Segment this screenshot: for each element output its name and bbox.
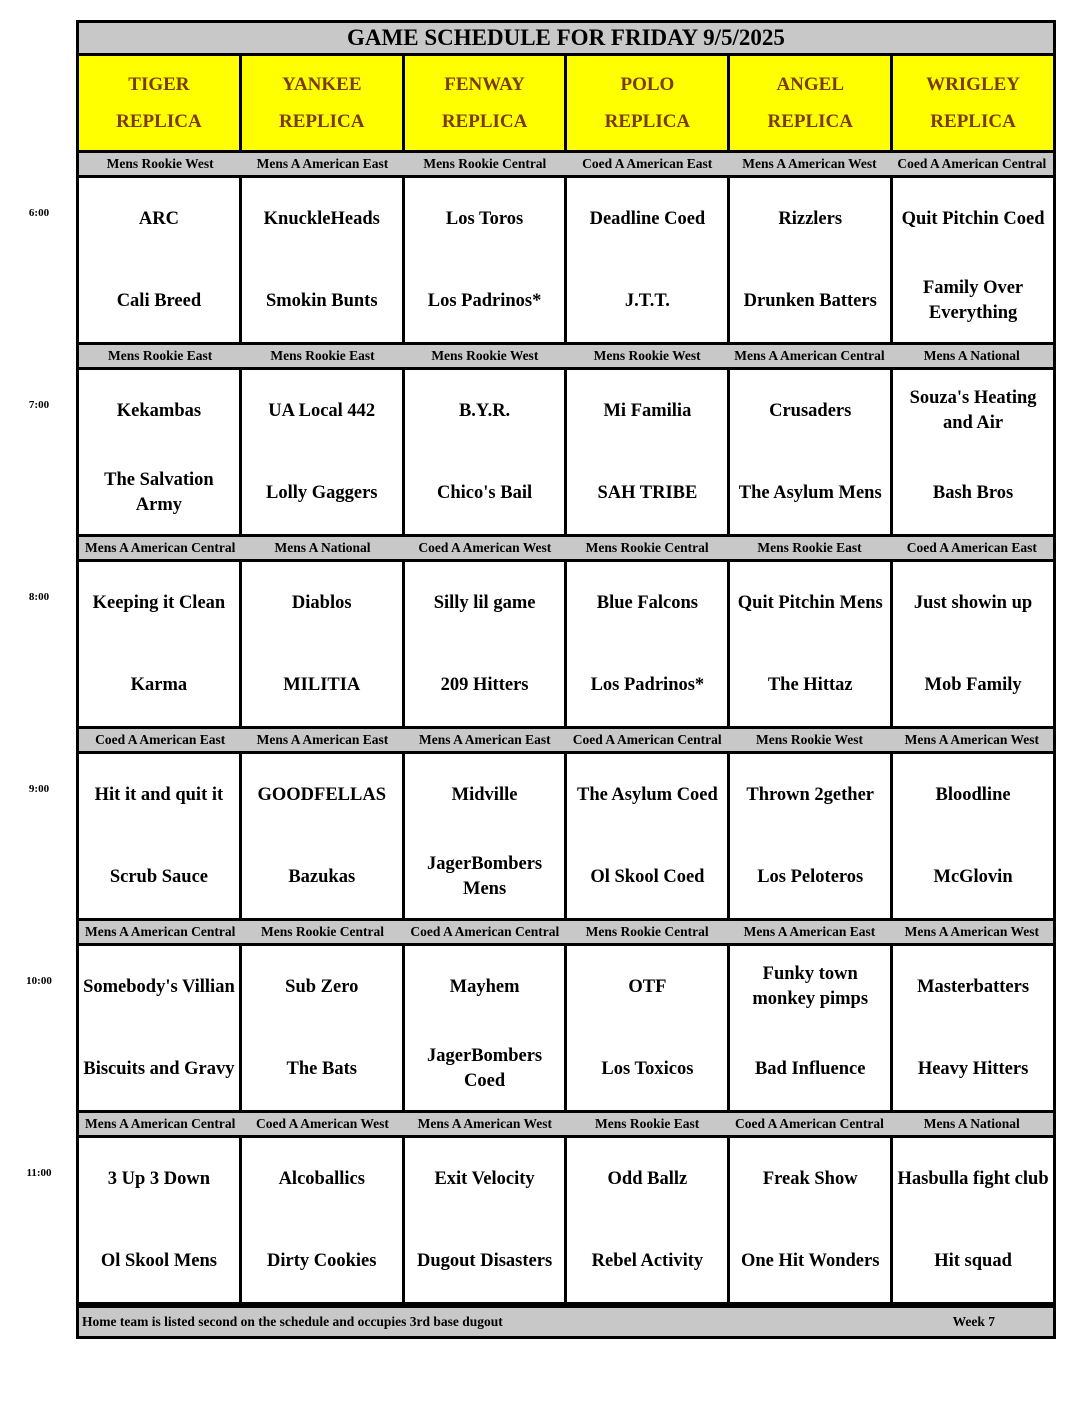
game-cell: [79, 562, 239, 726]
game-cell: [239, 946, 402, 1110]
division-label: Mens Rookie East: [270, 348, 375, 363]
schedule-sheet: [26, 20, 1056, 1339]
game-row: [76, 751, 1056, 921]
home-team: Smokin Bunts: [265, 290, 378, 311]
field-subtitle: REPLICA: [116, 111, 202, 132]
time-label: 6:00: [28, 207, 50, 219]
field-name: WRIGLEY: [926, 74, 1021, 95]
division-row: [76, 345, 1056, 367]
home-team: The Salvation Army: [104, 470, 214, 515]
field-header-yankee: [239, 56, 402, 150]
game-cell: [79, 370, 239, 534]
field-header-wrigley: [890, 56, 1053, 150]
away-team: Hasbulla fight club: [897, 1168, 1049, 1189]
game-cell: [890, 1138, 1053, 1302]
game-cell: [564, 946, 727, 1110]
away-team: Mayhem: [449, 976, 520, 997]
away-team: Sub Zero: [285, 976, 359, 997]
home-team: One Hit Wonders: [741, 1250, 880, 1271]
division-label: Mens Rookie West: [593, 348, 701, 363]
division-label: Coed A American Central: [897, 156, 1047, 171]
time-slot: [26, 921, 1056, 1113]
footer-note: Home team is listed second on the schedule and occupies 3rd base dugout: [82, 1314, 503, 1329]
away-team: Hit it and quit it: [94, 784, 224, 805]
division-row: [76, 537, 1056, 559]
game-cell: [239, 370, 402, 534]
game-cell: [727, 178, 890, 342]
game-cell: [727, 946, 890, 1110]
game-cell: [402, 946, 565, 1110]
division-row: [76, 921, 1056, 943]
away-team: Exit Velocity: [434, 1168, 535, 1189]
away-team: Alcoballics: [278, 1168, 365, 1189]
away-team: Keeping it Clean: [92, 592, 226, 613]
division-row: [76, 729, 1056, 751]
home-team: SAH TRIBE: [597, 482, 698, 503]
home-team: The Asylum Mens: [738, 482, 882, 503]
field-name: TIGER: [128, 74, 190, 95]
division-label: Mens A American West: [904, 924, 1039, 939]
away-team: Deadline Coed: [589, 208, 706, 229]
game-cell: [564, 178, 727, 342]
game-cell: [402, 1138, 565, 1302]
game-cell: [79, 754, 239, 918]
home-team: Karma: [130, 674, 188, 695]
game-cell: [564, 562, 727, 726]
away-team: Just showin up: [913, 592, 1033, 613]
away-team: GOODFELLAS: [257, 784, 386, 805]
home-team: Bazukas: [288, 866, 356, 887]
division-label: Coed A American Central: [410, 924, 560, 939]
game-row: [76, 559, 1056, 729]
division-label: Mens A American East: [256, 732, 389, 747]
division-label: Mens Rookie Central: [585, 924, 709, 939]
game-row: [76, 943, 1056, 1113]
field-subtitle: REPLICA: [278, 111, 365, 132]
game-row: [76, 1135, 1056, 1305]
away-team: Masterbatters: [917, 976, 1030, 997]
field-subtitle: REPLICA: [767, 111, 853, 132]
division-label: Mens Rookie West: [106, 156, 214, 171]
division-label: Mens Rookie Central: [423, 156, 547, 171]
division-label: Coed A American East: [906, 540, 1037, 555]
game-cell: [564, 754, 727, 918]
game-cell: [890, 754, 1053, 918]
game-cell: [402, 754, 565, 918]
division-label: Mens A National: [274, 540, 371, 555]
away-team: Crusaders: [769, 400, 852, 421]
home-team: Mob Family: [924, 674, 1022, 695]
field-header-polo: [564, 56, 727, 150]
away-team: Somebody's Villian: [83, 976, 235, 997]
game-row: [76, 367, 1056, 537]
field-name: POLO: [620, 74, 675, 95]
away-team: Quit Pitchin Coed: [901, 208, 1045, 229]
time-label: 11:00: [26, 1167, 52, 1179]
division-label: Mens A American Central: [84, 924, 236, 939]
division-label: Coed A American West: [256, 1116, 389, 1131]
away-team: Blue Falcons: [596, 592, 699, 613]
away-team: Souza's Heating and Air: [909, 388, 1037, 433]
away-team: Thrown 2gether: [746, 784, 875, 805]
division-label: Mens Rookie West: [755, 732, 863, 747]
division-label: Mens Rookie Central: [585, 540, 709, 555]
game-cell: [239, 1138, 402, 1302]
footer-bar: [76, 1305, 1056, 1339]
time-label: 9:00: [28, 783, 50, 795]
home-team: Cali Breed: [116, 290, 202, 311]
away-team: B.Y.R.: [458, 400, 511, 421]
away-team: Quit Pitchin Mens: [737, 592, 883, 613]
division-label: Mens A National: [923, 348, 1020, 363]
home-team: Family Over Everything: [922, 278, 1024, 323]
away-team: Los Toros: [445, 208, 524, 229]
game-cell: [239, 754, 402, 918]
away-team: UA Local 442: [268, 400, 376, 421]
game-cell: [79, 1138, 239, 1302]
home-team: Dirty Cookies: [267, 1250, 377, 1271]
time-slot: [28, 537, 1056, 729]
field-name: FENWAY: [444, 74, 525, 95]
away-team: ARC: [138, 208, 179, 229]
game-cell: [564, 370, 727, 534]
time-label: 8:00: [28, 591, 50, 603]
field-header-row: [76, 53, 1056, 153]
division-label: Mens A American Central: [84, 540, 236, 555]
division-label: Coed A American East: [582, 156, 713, 171]
division-label: Coed A American East: [95, 732, 226, 747]
home-team: Rebel Activity: [591, 1250, 704, 1271]
away-team: Diablos: [291, 592, 352, 613]
home-team: McGlovin: [933, 866, 1013, 887]
division-label: Mens A American Central: [84, 1116, 236, 1131]
division-label: Mens A American West: [904, 732, 1039, 747]
home-team: Ol Skool Coed: [590, 866, 705, 887]
home-team: Los Padrinos*: [590, 674, 705, 695]
home-team: JagerBombers Coed: [427, 1046, 543, 1091]
away-team: Funky town monkey pimps: [752, 964, 869, 1009]
home-team: Drunken Batters: [743, 290, 877, 311]
game-cell: [239, 562, 402, 726]
game-cell: [890, 178, 1053, 342]
away-team: Odd Ballz: [607, 1168, 688, 1189]
field-subtitle: REPLICA: [441, 111, 528, 132]
time-slot: [28, 153, 1056, 345]
division-label: Coed A American Central: [572, 732, 722, 747]
home-team: Los Toxicos: [601, 1058, 694, 1079]
game-cell: [727, 562, 890, 726]
division-label: Mens A American West: [742, 156, 877, 171]
away-team: Midville: [451, 784, 518, 805]
game-cell: [79, 946, 239, 1110]
away-team: OTF: [628, 976, 667, 997]
schedule-title: GAME SCHEDULE FOR FRIDAY 9/5/2025: [76, 20, 1056, 53]
field-name: YANKEE: [281, 74, 362, 95]
game-cell: [402, 562, 565, 726]
field-subtitle: REPLICA: [604, 111, 691, 132]
home-team: J.T.T.: [624, 290, 670, 311]
away-team: Mi Familia: [603, 400, 692, 421]
game-cell: [890, 562, 1053, 726]
division-label: Mens Rookie West: [431, 348, 539, 363]
division-label: Mens Rookie East: [108, 348, 213, 363]
division-label: Mens A National: [923, 1116, 1020, 1131]
away-team: The Asylum Coed: [576, 784, 718, 805]
game-cell: [402, 370, 565, 534]
home-team: JagerBombers Mens: [427, 854, 543, 899]
away-team: Bloodline: [935, 784, 1011, 805]
game-cell: [402, 178, 565, 342]
away-team: 3 Up 3 Down: [107, 1168, 211, 1189]
game-cell: [890, 946, 1053, 1110]
game-cell: [727, 1138, 890, 1302]
division-label: Mens A American East: [419, 732, 551, 747]
away-team: Freak Show: [762, 1168, 858, 1189]
away-team: Silly lil game: [433, 592, 536, 613]
time-slots: [26, 153, 1056, 1305]
time-label: 7:00: [28, 399, 50, 411]
home-team: Hit squad: [934, 1250, 1012, 1271]
game-row: [76, 175, 1056, 345]
division-label: Mens Rookie Central: [261, 924, 384, 939]
division-label: Mens Rookie East: [757, 540, 862, 555]
home-team: The Bats: [286, 1058, 357, 1079]
away-team: Kekambas: [116, 400, 202, 421]
game-cell: [79, 178, 239, 342]
home-team: Dugout Disasters: [416, 1250, 553, 1271]
division-label: Coed A American Central: [735, 1116, 884, 1131]
home-team: The Hittaz: [767, 674, 853, 695]
home-team: Heavy Hitters: [917, 1058, 1029, 1079]
division-label: Mens A American West: [417, 1116, 552, 1131]
division-label: Coed A American West: [418, 540, 552, 555]
game-cell: [890, 370, 1053, 534]
division-label: Mens A American East: [743, 924, 876, 939]
field-header-angel: [727, 56, 890, 150]
time-slot: [28, 345, 1056, 537]
field-name: ANGEL: [776, 74, 845, 95]
division-label: Mens A American Central: [734, 348, 885, 363]
home-team: Lolly Gaggers: [265, 482, 378, 503]
division-row: [76, 153, 1056, 175]
week-label: Week 7: [952, 1314, 995, 1329]
time-slot: [28, 729, 1056, 921]
home-team: Chico's Bail: [437, 482, 533, 503]
away-team: KnuckleHeads: [263, 208, 380, 229]
home-team: Los Peloteros: [757, 866, 864, 887]
division-label: Mens A American East: [256, 156, 389, 171]
home-team: MILITIA: [283, 674, 361, 695]
field-subtitle: REPLICA: [930, 111, 1016, 132]
field-header-fenway: [402, 56, 565, 150]
game-cell: [727, 370, 890, 534]
home-team: 209 Hitters: [440, 674, 529, 695]
home-team: Bash Bros: [932, 482, 1014, 503]
away-team: Rizzlers: [778, 208, 843, 229]
time-slot: [26, 1113, 1056, 1305]
game-cell: [564, 1138, 727, 1302]
game-cell: [727, 754, 890, 918]
game-cell: [239, 178, 402, 342]
field-header-tiger: [79, 56, 239, 150]
home-team: Scrub Sauce: [109, 866, 208, 887]
division-row: [76, 1113, 1056, 1135]
division-label: Mens Rookie East: [595, 1116, 700, 1131]
home-team: Los Padrinos*: [427, 290, 542, 311]
home-team: Biscuits and Gravy: [83, 1058, 235, 1079]
time-label: 10:00: [26, 975, 52, 987]
home-team: Bad Influence: [754, 1058, 866, 1079]
home-team: Ol Skool Mens: [100, 1250, 217, 1271]
